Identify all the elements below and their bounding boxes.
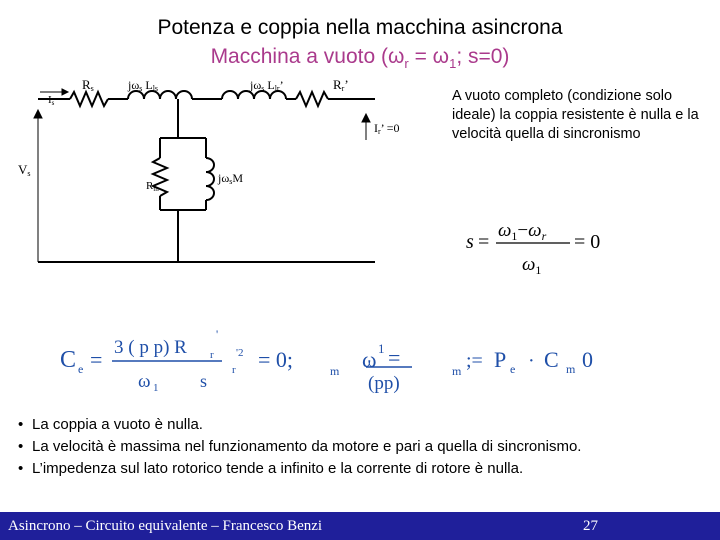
torque-equation: [0, 325, 720, 400]
svg-text:= 0: = 0: [574, 231, 601, 253]
lls-label: jωs Lls: [128, 78, 159, 93]
svg-text:=: =: [90, 347, 103, 372]
svg-text:= 0;: = 0;: [258, 347, 294, 372]
slip-formula: [462, 214, 612, 278]
svg-text:e: e: [510, 362, 516, 376]
ir-label: Ir’ =0: [374, 121, 400, 136]
svg-text:ω1−ωr: $\omega_1-\omega_r$: [498, 220, 547, 243]
svg-text:ω: ω: [138, 371, 151, 392]
is-label: Is: [48, 94, 55, 107]
slide-title: Potenza e coppia nella macchina asincrona: [157, 16, 563, 39]
bullet-item: • La velocità è massima nel funzionamento da motore e pari a quella di sincronismo.: [18, 436, 708, 458]
svg-text:=: =: [478, 231, 490, 253]
svg-text:(pp): (pp): [368, 373, 400, 394]
svg-text:P: P: [494, 347, 507, 372]
svg-text:m: m: [452, 364, 462, 378]
xm-label: jωsM: [218, 171, 244, 186]
svg-text:r: r: [210, 349, 214, 361]
bullet-item: • L’impedenza sul lato rotorico tende a infinito e la corrente di rotore è nulla.: [18, 458, 708, 480]
svg-text:·: ·: [528, 350, 535, 372]
slide-subtitle: Macchina a vuoto ($\omega_r = \omega_1$; s=0): [210, 45, 510, 72]
svg-text:3 ( p p) R: 3 ( p p) R: [114, 337, 187, 358]
equivalent-circuit-diagram: [0, 70, 440, 265]
svg-text:ω: ω: [362, 347, 377, 372]
bullet-item: • La coppia a vuoto è nulla.: [18, 414, 708, 436]
svg-text:m: m: [566, 362, 576, 376]
svg-text:ω1: $\omega_1$: [522, 254, 542, 277]
llr-label: jωs Llr’: [250, 78, 284, 93]
svg-text:1: 1: [153, 382, 159, 394]
page-number: 27: [583, 518, 598, 534]
bullet-list: [18, 414, 708, 480]
vs-label: Vs: [18, 162, 31, 178]
svg-text:1: 1: [378, 341, 385, 356]
svg-text:=: =: [388, 345, 401, 370]
svg-text:C: C: [60, 347, 77, 373]
svg-text:m: m: [330, 364, 340, 378]
no-load-note: A vuoto completo (condizione solo ideale) la coppia resistente è nulla e la velocità quella di sincronismo: [452, 88, 699, 142]
svg-text:': ': [216, 327, 219, 341]
rm-label: Rm: [146, 180, 159, 193]
svg-text:e: e: [78, 362, 84, 376]
rr-label: Rr’: [333, 77, 349, 93]
footer-text: Asincrono – Circuito equivalente – Francesco Benzi: [8, 518, 323, 534]
svg-text:s: s: [200, 371, 208, 391]
svg-text:0: 0: [582, 347, 593, 372]
svg-text:;=: ;=: [466, 350, 483, 372]
rs-label: Rs: [82, 77, 94, 93]
footer-bar: [0, 512, 720, 540]
svg-text:C: C: [544, 347, 559, 372]
svg-text:s: s: [466, 231, 474, 253]
svg-text:r: r: [232, 364, 236, 376]
svg-text:'2: '2: [236, 347, 244, 359]
